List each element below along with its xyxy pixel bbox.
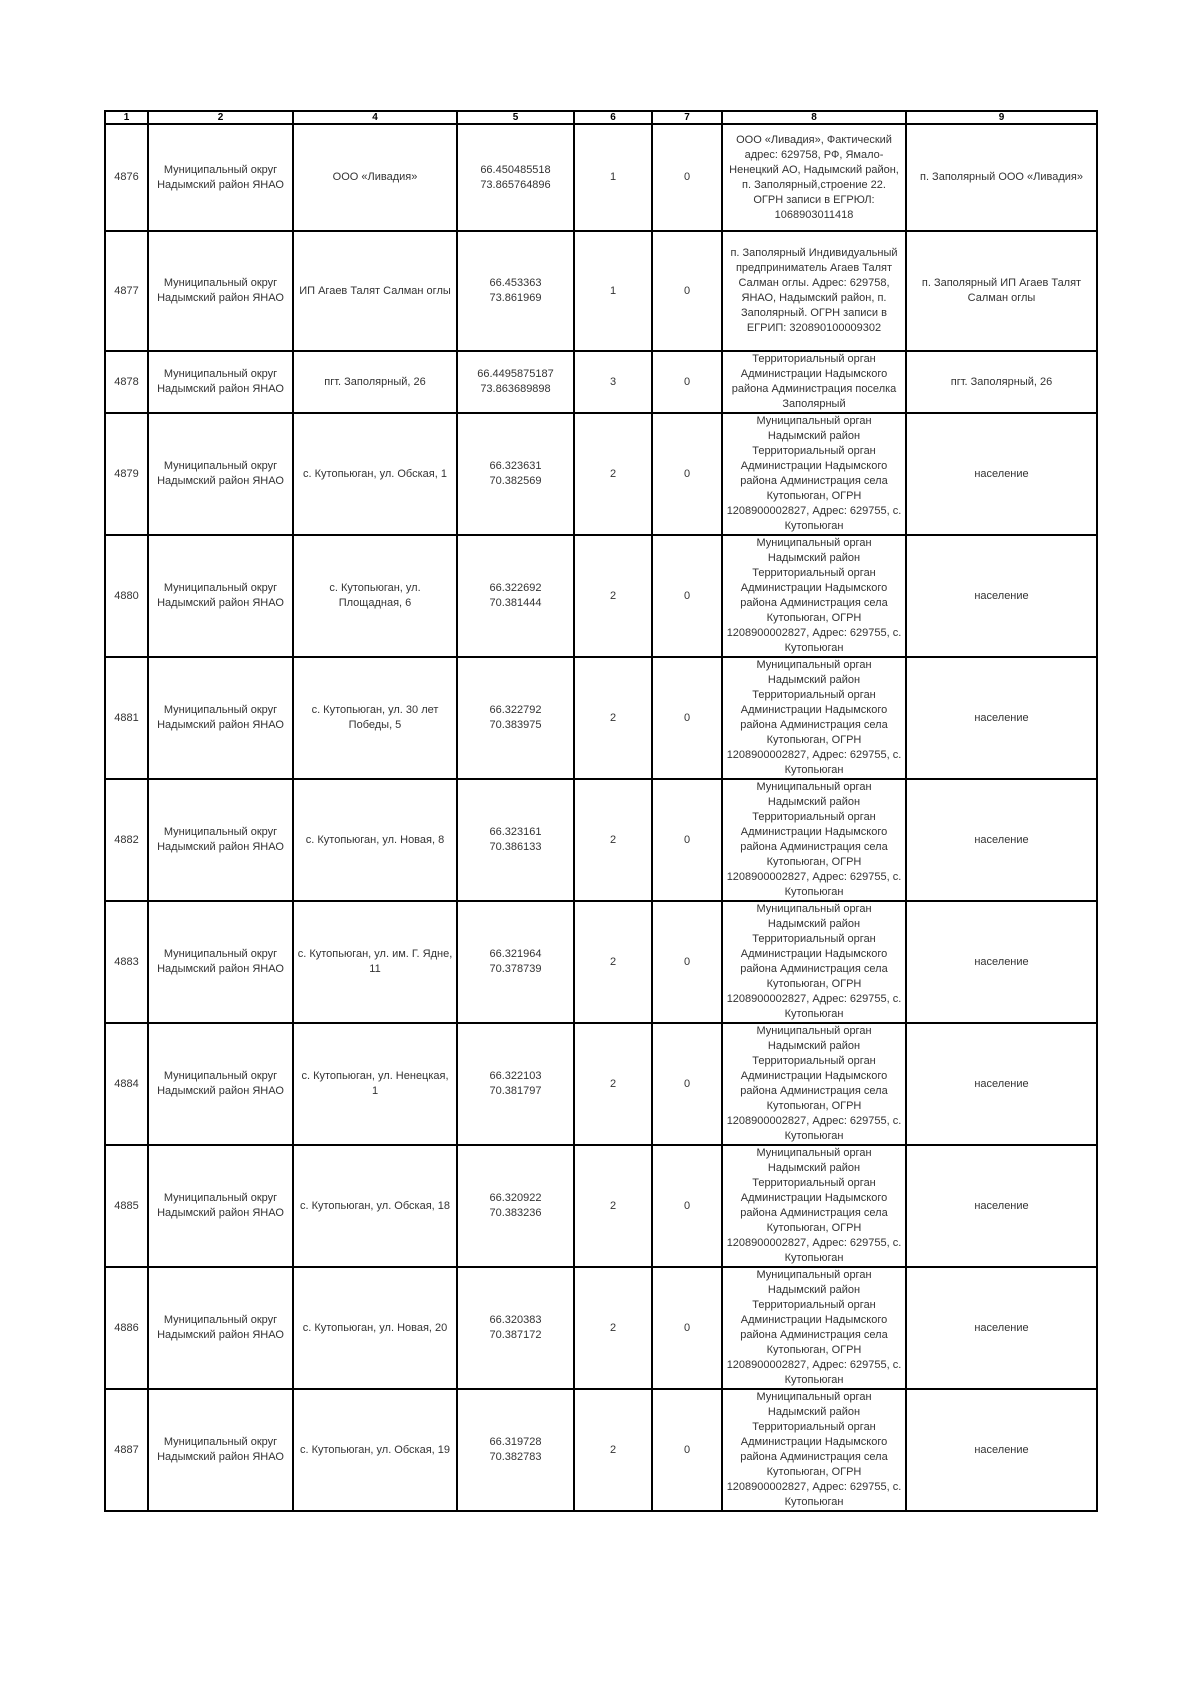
owner-cell: Муниципальный орган Надымский район Территориальный орган Администрации Надымского района Администрация села Кутопьюган, ОГРН 1208900002827, Адрес: 629755, с. Кутопьюган <box>722 901 906 1023</box>
site-address-cell: с. Кутопьюган, ул. Обская, 19 <box>293 1389 457 1511</box>
coordinates-cell <box>457 901 574 1023</box>
source-cell: население <box>906 413 1097 535</box>
source-cell: население <box>906 1023 1097 1145</box>
count-cell: 1 <box>574 124 652 231</box>
table-row <box>105 413 1097 535</box>
latitude-value: 66.322103 <box>489 1070 542 1082</box>
longitude-value: 70.383975 <box>489 719 542 731</box>
owner-cell: Муниципальный орган Надымский район Территориальный орган Администрации Надымского района Администрация села Кутопьюган, ОГРН 1208900002827, Адрес: 629755, с. Кутопьюган <box>722 657 906 779</box>
volume-cell: 0 <box>652 535 722 657</box>
row-number: 4886 <box>105 1267 148 1389</box>
row-number: 4887 <box>105 1389 148 1511</box>
municipality-cell: Муниципальный округ Надымский район ЯНАО <box>148 535 293 657</box>
source-cell: население <box>906 1267 1097 1389</box>
registry-table <box>104 110 1098 1512</box>
count-cell: 2 <box>574 1267 652 1389</box>
column-header: 2 <box>148 111 293 124</box>
site-address-cell: с. Кутопьюган, ул. 30 лет Победы, 5 <box>293 657 457 779</box>
municipality-cell: Муниципальный округ Надымский район ЯНАО <box>148 413 293 535</box>
volume-cell: 0 <box>652 1145 722 1267</box>
coordinates-cell <box>457 1267 574 1389</box>
owner-cell: Муниципальный орган Надымский район Территориальный орган Администрации Надымского района Администрация села Кутопьюган, ОГРН 1208900002827, Адрес: 629755, с. Кутопьюган <box>722 413 906 535</box>
count-cell: 2 <box>574 1389 652 1511</box>
volume-cell: 0 <box>652 657 722 779</box>
table-row <box>105 1023 1097 1145</box>
longitude-value: 70.383236 <box>489 1207 542 1219</box>
row-number: 4878 <box>105 351 148 413</box>
volume-cell: 0 <box>652 413 722 535</box>
site-address-cell: пгт. Заполярный, 26 <box>293 351 457 413</box>
owner-cell: ООО «Ливадия», Фактический адрес: 629758, РФ, Ямало-Ненецкий АО, Надымский район, п. Заполярный,строение 22. ОГРН записи в ЕГРЮЛ: 1068903011418 <box>722 124 906 231</box>
longitude-value: 70.382783 <box>489 1451 542 1463</box>
site-address-cell: ООО «Ливадия» <box>293 124 457 231</box>
longitude-value: 70.386133 <box>489 841 542 853</box>
table-row <box>105 535 1097 657</box>
longitude-value: 70.378739 <box>489 963 542 975</box>
latitude-value: 66.323161 <box>489 826 542 838</box>
latitude-value: 66.320922 <box>489 1192 542 1204</box>
row-number: 4876 <box>105 124 148 231</box>
owner-cell: Муниципальный орган Надымский район Территориальный орган Администрации Надымского района Администрация села Кутопьюган, ОГРН 1208900002827, Адрес: 629755, с. Кутопьюган <box>722 1145 906 1267</box>
coordinates-cell <box>457 124 574 231</box>
municipality-cell: Муниципальный округ Надымский район ЯНАО <box>148 1145 293 1267</box>
count-cell: 2 <box>574 901 652 1023</box>
coordinates-cell <box>457 413 574 535</box>
count-cell: 3 <box>574 351 652 413</box>
count-cell: 2 <box>574 1023 652 1145</box>
municipality-cell: Муниципальный округ Надымский район ЯНАО <box>148 351 293 413</box>
site-address-cell: с. Кутопьюган, ул. Обская, 1 <box>293 413 457 535</box>
column-header: 9 <box>906 111 1097 124</box>
latitude-value: 66.320383 <box>489 1314 542 1326</box>
column-header: 6 <box>574 111 652 124</box>
table-row <box>105 124 1097 231</box>
table-row <box>105 901 1097 1023</box>
coordinates-cell <box>457 535 574 657</box>
source-cell: население <box>906 1145 1097 1267</box>
owner-cell: Муниципальный орган Надымский район Территориальный орган Администрации Надымского района Администрация села Кутопьюган, ОГРН 1208900002827, Адрес: 629755, с. Кутопьюган <box>722 1389 906 1511</box>
volume-cell: 0 <box>652 779 722 901</box>
row-number: 4882 <box>105 779 148 901</box>
owner-cell: Территориальный орган Администрации Надымского района Администрация поселка Заполярный <box>722 351 906 413</box>
latitude-value: 66.450485518 <box>480 163 551 176</box>
latitude-value: 66.322692 <box>489 582 542 594</box>
count-cell: 2 <box>574 535 652 657</box>
owner-cell: Муниципальный орган Надымский район Территориальный орган Администрации Надымского района Администрация села Кутопьюган, ОГРН 1208900002827, Адрес: 629755, с. Кутопьюган <box>722 779 906 901</box>
table-row <box>105 1267 1097 1389</box>
volume-cell: 0 <box>652 901 722 1023</box>
source-cell: население <box>906 779 1097 901</box>
row-number: 4885 <box>105 1145 148 1267</box>
owner-cell: Муниципальный орган Надымский район Территориальный орган Администрации Надымского района Администрация села Кутопьюган, ОГРН 1208900002827, Адрес: 629755, с. Кутопьюган <box>722 535 906 657</box>
owner-cell: п. Заполярный Индивидуальный предприниматель Агаев Талят Салман оглы. Адрес: 629758, ЯНАО, Надымский район, п. Заполярный. ОГРН записи в ЕГРИП: 320890100009302 <box>722 231 906 351</box>
column-header: 1 <box>105 111 148 124</box>
longitude-value: 70.381797 <box>489 1085 542 1097</box>
latitude-value: 66.321964 <box>489 948 542 960</box>
municipality-cell: Муниципальный округ Надымский район ЯНАО <box>148 231 293 351</box>
source-cell: население <box>906 1389 1097 1511</box>
volume-cell: 0 <box>652 124 722 231</box>
row-number: 4879 <box>105 413 148 535</box>
municipality-cell: Муниципальный округ Надымский район ЯНАО <box>148 901 293 1023</box>
column-header: 5 <box>457 111 574 124</box>
volume-cell: 0 <box>652 231 722 351</box>
volume-cell: 0 <box>652 1389 722 1511</box>
site-address-cell: ИП Агаев Талят Салман оглы <box>293 231 457 351</box>
source-cell: население <box>906 535 1097 657</box>
site-address-cell: с. Кутопьюган, ул. Новая, 8 <box>293 779 457 901</box>
site-address-cell: с. Кутопьюган, ул. Ненецкая, 1 <box>293 1023 457 1145</box>
coordinates-cell <box>457 1389 574 1511</box>
coordinates-cell <box>457 1145 574 1267</box>
row-number: 4881 <box>105 657 148 779</box>
row-number: 4880 <box>105 535 148 657</box>
count-cell: 1 <box>574 231 652 351</box>
table-row <box>105 1145 1097 1267</box>
latitude-value: 66.322792 <box>489 704 542 716</box>
volume-cell: 0 <box>652 1023 722 1145</box>
column-header: 8 <box>722 111 906 124</box>
table-row <box>105 1389 1097 1511</box>
count-cell: 2 <box>574 413 652 535</box>
volume-cell: 0 <box>652 1267 722 1389</box>
municipality-cell: Муниципальный округ Надымский район ЯНАО <box>148 1389 293 1511</box>
longitude-value: 70.387172 <box>489 1329 542 1341</box>
longitude-value: 70.382569 <box>489 475 542 487</box>
column-header: 7 <box>652 111 722 124</box>
count-cell: 2 <box>574 779 652 901</box>
source-cell: пгт. Заполярный, 26 <box>906 351 1097 413</box>
site-address-cell: с. Кутопьюган, ул. Площадная, 6 <box>293 535 457 657</box>
source-cell: население <box>906 657 1097 779</box>
owner-cell: Муниципальный орган Надымский район Территориальный орган Администрации Надымского района Администрация села Кутопьюган, ОГРН 1208900002827, Адрес: 629755, с. Кутопьюган <box>722 1023 906 1145</box>
longitude-value: 73.865764896 <box>480 178 551 191</box>
column-header: 4 <box>293 111 457 124</box>
table-row <box>105 779 1097 901</box>
source-cell: п. Заполярный ООО «Ливадия» <box>906 124 1097 231</box>
latitude-value: 66.323631 <box>489 460 542 472</box>
latitude-value: 66.319728 <box>489 1436 542 1448</box>
coordinates-cell <box>457 779 574 901</box>
longitude-value: 70.381444 <box>489 597 542 609</box>
municipality-cell: Муниципальный округ Надымский район ЯНАО <box>148 1267 293 1389</box>
volume-cell: 0 <box>652 351 722 413</box>
row-number: 4877 <box>105 231 148 351</box>
longitude-value: 73.863689898 <box>480 383 551 395</box>
source-cell: п. Заполярный ИП Агаев Талят Салман оглы <box>906 231 1097 351</box>
row-number: 4884 <box>105 1023 148 1145</box>
owner-cell: Муниципальный орган Надымский район Территориальный орган Администрации Надымского района Администрация села Кутопьюган, ОГРН 1208900002827, Адрес: 629755, с. Кутопьюган <box>722 1267 906 1389</box>
longitude-value: 73.861969 <box>489 292 542 304</box>
source-cell: население <box>906 901 1097 1023</box>
coordinates-cell <box>457 231 574 351</box>
municipality-cell: Муниципальный округ Надымский район ЯНАО <box>148 779 293 901</box>
municipality-cell: Муниципальный округ Надымский район ЯНАО <box>148 657 293 779</box>
count-cell: 2 <box>574 657 652 779</box>
row-number: 4883 <box>105 901 148 1023</box>
latitude-value: 66.453363 <box>489 277 542 289</box>
table-row <box>105 657 1097 779</box>
site-address-cell: с. Кутопьюган, ул. Обская, 18 <box>293 1145 457 1267</box>
site-address-cell: с. Кутопьюган, ул. им. Г. Ядне, 11 <box>293 901 457 1023</box>
municipality-cell: Муниципальный округ Надымский район ЯНАО <box>148 124 293 231</box>
coordinates-cell <box>457 351 574 413</box>
coordinates-cell <box>457 657 574 779</box>
coordinates-cell <box>457 1023 574 1145</box>
table-row <box>105 231 1097 351</box>
table-row <box>105 351 1097 413</box>
header-row <box>105 111 1097 124</box>
municipality-cell: Муниципальный округ Надымский район ЯНАО <box>148 1023 293 1145</box>
count-cell: 2 <box>574 1145 652 1267</box>
site-address-cell: с. Кутопьюган, ул. Новая, 20 <box>293 1267 457 1389</box>
latitude-value: 66.4495875187 <box>477 368 554 380</box>
